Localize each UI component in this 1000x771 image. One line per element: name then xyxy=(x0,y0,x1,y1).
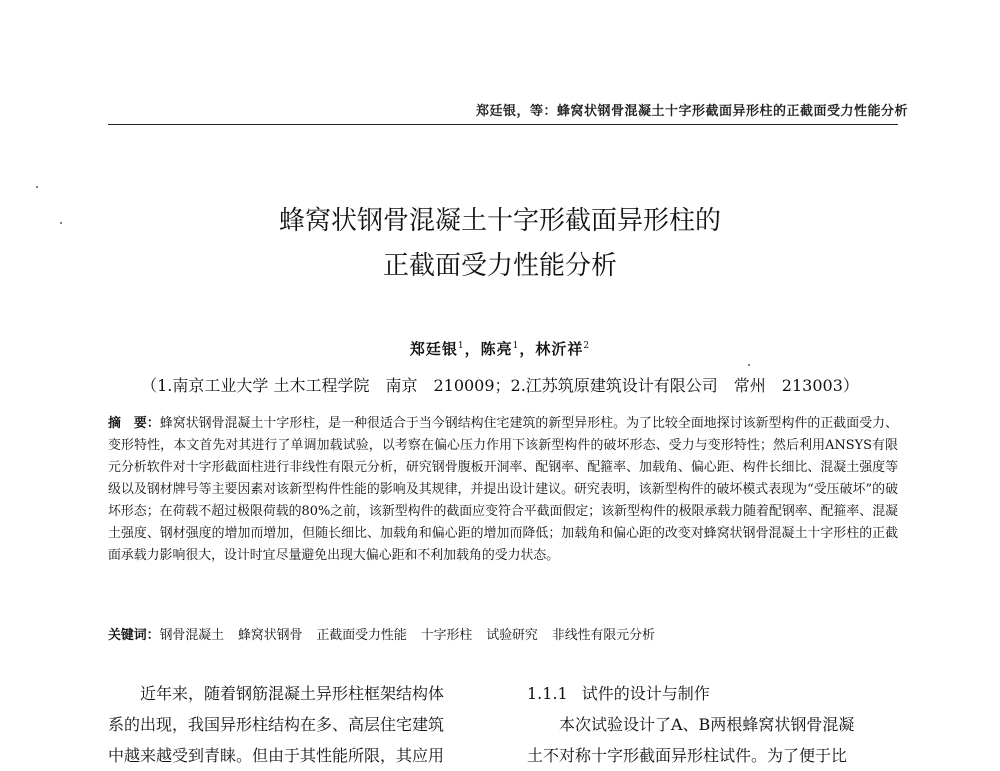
body-line: 系的出现，我国异形柱结构在多、高层住宅建筑 xyxy=(108,715,445,734)
author-separator: ， xyxy=(464,340,481,358)
section-title: 试件的设计与制作 xyxy=(581,684,710,703)
author-affil-mark: 2 xyxy=(583,341,591,351)
author-affil-mark: 1 xyxy=(457,341,465,351)
abstract-text: 蜂窝状钢骨混凝土十字形柱，是一种很适合于当今钢结构住宅建筑的新型异形柱。为了比较全面地探讨该新型构件的正截面受力、变形特性，本文首先对其进行了单调加载试验，以考察在偏心压力作用下该新型构件的破坏形态、受力与变形特性；然后利用ANSYS有限元分析软件对十字形截面柱进行非线性有限元分析，研究钢骨腹板开洞率、配钢率、配箍率、加载角、偏心距、构件长细比、混凝土强度等级以及钢材牌号等主要因素对该新型构件性能的影响及其规律，并提出设计建议。研究表明，该新型构件的破坏模式表现为“受压破坏”的破坏形态；在荷载不超过极限荷载的80%之前，该新型构件的截面应变符合平截面假定；该新型构件的极限承载力随着配钢率、配箍率、混凝土强度、钢材强度的增加而增加，但随长细比、加载角和偏心距的增加而降低；加载角和偏心距的改变对蜂窝状钢骨混凝土十字形柱的正截面承载力影响很大，设计时宜尽量避免出现大偏心距和不利加载角的受力状态。 xyxy=(108,416,899,563)
running-head: 郑廷银，等：蜂窝状钢骨混凝土十字形截面异形柱的正截面受力性能分析 xyxy=(475,104,908,119)
body-line: 土不对称十字形截面异形柱试件。为了便于比 xyxy=(527,746,848,765)
affiliations: （1.南京工业大学 土木工程学院 南京 210009；2.江苏筑原建筑设计有限公司 常州 213003） xyxy=(141,376,859,395)
section-number: 1.1.1 xyxy=(527,684,568,703)
body-column-left xyxy=(108,678,468,771)
author-affil-mark: 1 xyxy=(512,341,520,351)
keywords-label: 关键词： xyxy=(108,628,160,643)
author-name: 郑廷银 xyxy=(409,340,458,358)
keyword: 正截面受力性能 xyxy=(316,628,407,643)
body-line: 近年来，随着钢筋混凝土异形柱框架结构体 xyxy=(140,684,445,703)
author-list xyxy=(0,338,1000,359)
body-line: 中越来越受到青睐。但由于其性能所限，其应用 xyxy=(108,746,445,765)
section-heading xyxy=(527,678,899,709)
abstract xyxy=(108,413,898,567)
scan-speck xyxy=(748,364,750,366)
keyword: 非线性有限元分析 xyxy=(551,628,655,643)
keywords xyxy=(108,625,898,647)
header-rule xyxy=(108,124,898,125)
body-line: 本次试验设计了A、B两根蜂窝状钢骨混凝 xyxy=(559,715,855,734)
keyword: 钢骨混凝土 xyxy=(159,628,225,643)
paper-title-line-1: 蜂窝状钢骨混凝土十字形截面异形柱的 xyxy=(278,206,721,236)
keyword: 试验研究 xyxy=(486,628,538,643)
author-name: 陈亮 xyxy=(480,340,513,358)
keyword: 十字形柱 xyxy=(420,628,473,643)
paper-title-line-2: 正截面受力性能分析 xyxy=(382,251,617,281)
author-name: 林沂祥 xyxy=(535,340,584,358)
keyword: 蜂窝状钢骨 xyxy=(238,628,303,643)
scan-speck xyxy=(60,222,62,224)
body-column-right xyxy=(527,678,899,771)
abstract-label: 摘 要： xyxy=(108,416,160,431)
scan-speck xyxy=(36,186,38,188)
author-separator: ， xyxy=(519,340,536,358)
